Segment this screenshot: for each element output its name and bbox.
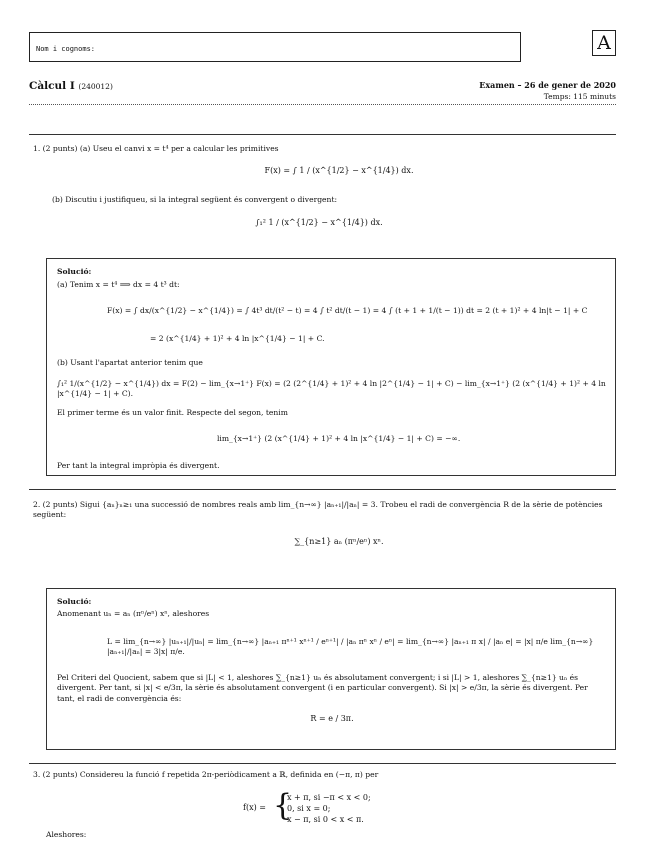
solution-1-box [46,258,616,476]
problem-1-equation-a: F(x) = ∫ 1 / (x^{1/2} − x^{1/4}) dx. [264,166,414,175]
solution-2-equation-1: L = lim_{n→∞} |uₙ₊₁|/|uₙ| = lim_{n→∞} |aₙ₊₁ πⁿ⁺¹ xⁿ⁺¹ / eⁿ⁺¹| / |aₙ πⁿ xⁿ / eⁿ| = lim_{n→∞} |aₙ₊₁ π x| / |aₙ e| = |x| π/e lim_{n→∞} |aₙ₊₁|/|aₙ| = 3|x| π/e. [107,637,594,657]
version-letter: A [597,32,611,54]
problem-1-part-a: (a) Useu el canvi x = t⁴ per a calcular les primitives [79,144,279,153]
solution-1-equation-b1: ∫₁² 1/(x^{1/2} − x^{1/4}) dx = F(2) − lim_{x→1⁺} F(x) = (2 (2^{1/4} + 1)² + 4 ln |2^{1/4} − 1| + C) − lim_{x→1⁺} (2 (x^{1/4} + 1)² + 4 ln |x^{1/4} − 1| + C). [57,379,606,399]
solution-2-line-1: Anomenant uₙ = aₙ (πⁿ/eⁿ) xⁿ, aleshores [57,609,210,618]
problem-number: 3. [33,770,41,779]
problem-3-statement [33,770,618,780]
exam-time: Temps: 115 minuts [543,92,616,101]
solution-1-line-a: (a) Tenim x = t⁴ ⟹ dx = 4 t³ dt: [57,280,180,289]
problem-1-part-b: (b) Discutiu i justifiqueu, si la integral següent és convergent o divergent: [52,195,338,204]
solution-1-line-c: El primer terme és un valor finit. Respecte del segon, tenim [57,408,288,417]
solution-1-heading: Solució: [57,267,92,276]
case-2: 0, si x = 0; [287,804,331,813]
problem-2-equation: ∑_{n≥1} aₙ (πⁿ/eⁿ) xⁿ. [294,537,384,546]
rule-problem-1 [29,134,616,135]
solution-1-conclusion: Per tant la integral impròpia és divergent. [57,461,220,470]
solution-1-equation-a1: F(x) = ∫ dx/(x^{1/2} − x^{1/4}) = ∫ 4t³ dt/(t² − t) = 4 ∫ t² dt/(t − 1) = 4 ∫ (t + 1 + 1/(t − 1)) dt = 2 (t + 1)² + 4 ln|t − 1| + C [107,306,588,315]
rule-problem-2 [29,489,616,490]
problem-points: (2 punts) [42,500,78,509]
exam-version-box [592,30,616,56]
exam-title: Examen – 26 de gener de 2020 [479,80,616,90]
problem-3-then: Aleshores: [46,830,87,839]
name-field [29,32,521,62]
problem-2-statement [33,500,618,521]
problem-1-equation-b: ∫₁² 1 / (x^{1/2} − x^{1/4}) dx. [255,218,383,227]
problem-number: 2. [33,500,41,509]
solution-2-equation-2: R = e / 3π. [310,714,354,723]
solution-1-line-b: (b) Usant l'apartat anterior tenim que [57,358,203,367]
course-name: Càlcul I [29,80,75,92]
course-code: (240012) [78,82,113,91]
name-label: Nom i cognoms: [36,45,96,53]
problem-number: 1. [33,144,41,153]
solution-2-text: Pel Criteri del Quocient, sabem que si |L| < 1, aleshores ∑_{n≥1} uₙ és absolutament convergent; i si |L| > 1, aleshores ∑_{n≥1} uₙ és divergent. Per tant, si |x| < e/3π, la sèrie és absolutament convergent (i en particular convergent). Si |x| > e/3π, la sèrie és divergent. Per tant, el radi de convergència és: [57,673,588,703]
solution-2-heading: Solució: [57,597,92,606]
case-1: x + π, si −π < x < 0; [287,793,371,802]
problem-3-text: Considereu la funció f repetida 2π-periòdicament a ℝ, definida en (−π, π) per [79,770,379,779]
problem-points: (2 punts) [42,144,78,153]
problem-2-text: Sigui {aₙ}ₙ≥₁ una successió de nombres reals amb lim_{n→∞} |aₙ₊₁|/|aₙ| = 3. Trobeu el radi de convergència R de la sèrie de potències següent: [33,500,603,520]
solution-2-box [46,588,616,750]
course-title [29,79,113,93]
dotted-separator [29,104,616,105]
solution-1-equation-a2: = 2 (x^{1/4} + 1)² + 4 ln |x^{1/4} − 1| + C. [150,334,325,343]
solution-1-equation-b2: lim_{x→1⁺} (2 (x^{1/4} + 1)² + 4 ln |x^{1/4} − 1| + C) = −∞. [217,434,461,443]
case-3: x − π, si 0 < x < π. [287,815,364,824]
problem-1-statement [33,144,613,154]
rule-problem-3 [29,763,616,764]
problem-points: (2 punts) [42,770,78,779]
